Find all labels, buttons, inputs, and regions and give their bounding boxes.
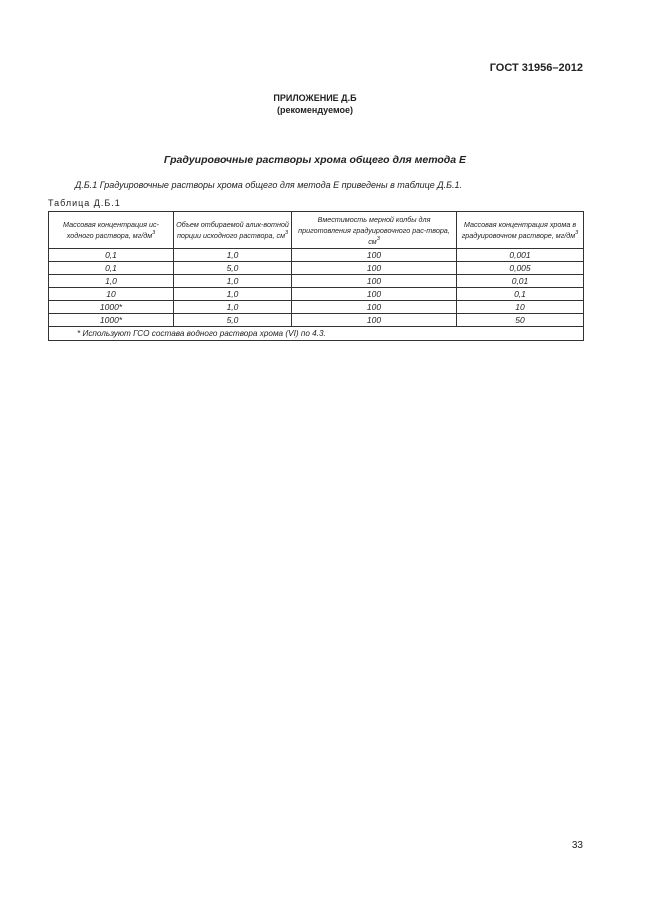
appendix-title: ПРИЛОЖЕНИЕ Д.Б: [273, 93, 357, 103]
section-intro: Д.Б.1 Градуировочные растворы хрома общего для метода Е приведены в таблице Д.Б.1.: [75, 180, 462, 190]
table-cell: 10: [457, 301, 584, 314]
table-footnote-row: [49, 327, 584, 341]
table-cell: 100: [292, 262, 457, 275]
header-calibration-concentration: Массовая концентрация хрома в градуировочном растворе, $мг/дм^3$: [457, 212, 584, 249]
appendix-block: [0, 92, 630, 116]
table-cell: 0,1: [49, 249, 174, 262]
table-row: [49, 288, 584, 301]
table-cell: 1000*: [49, 301, 174, 314]
table-cell: 100: [292, 275, 457, 288]
table-cell: 100: [292, 249, 457, 262]
table-cell: 0,001: [457, 249, 584, 262]
header-stock-concentration: Массовая концентрация ис-ходного раствора, $мг/дм^3$: [49, 212, 174, 249]
table-footnote: * Используют ГСО состава водного раствора хрома (VI) по 4.3.: [49, 327, 584, 341]
section-heading: Градуировочные растворы хрома общего для метода Е: [163, 154, 467, 166]
table-row: [49, 249, 584, 262]
table-cell: 0,1: [49, 262, 174, 275]
table-header-row: [49, 212, 584, 249]
appendix-subtitle: (рекомендуемое): [277, 105, 353, 115]
table-cell: 1,0: [174, 249, 292, 262]
table-cell: 10: [49, 288, 174, 301]
table-cell: 100: [292, 288, 457, 301]
table-cell: 1,0: [174, 288, 292, 301]
calibration-table: [48, 211, 584, 341]
table-row: [49, 314, 584, 327]
standard-code: ГОСТ 31956–2012: [489, 62, 583, 74]
page-number: 33: [571, 840, 583, 851]
table-cell: 50: [457, 314, 584, 327]
table-caption: Таблица Д.Б.1: [48, 198, 121, 208]
table-cell: 100: [292, 301, 457, 314]
header-aliquot-volume: Объем отбираемой алик-вотной порции исходного раствора, $см^3$: [174, 212, 292, 249]
table-cell: 1000*: [49, 314, 174, 327]
table-cell: 5,0: [174, 314, 292, 327]
table-row: [49, 275, 584, 288]
table-cell: 5,0: [174, 262, 292, 275]
header-flask-capacity: Вместимость мерной колбы для приготовления градуировочного рас-твора, $см^3$: [292, 212, 457, 249]
table-row: [49, 301, 584, 314]
table-cell: 0,1: [457, 288, 584, 301]
table-cell: 1,0: [174, 275, 292, 288]
table-cell: 1,0: [49, 275, 174, 288]
table-cell: 1,0: [174, 301, 292, 314]
table-cell: 0,005: [457, 262, 584, 275]
table-cell: 100: [292, 314, 457, 327]
table-cell: 0,01: [457, 275, 584, 288]
table-row: [49, 262, 584, 275]
